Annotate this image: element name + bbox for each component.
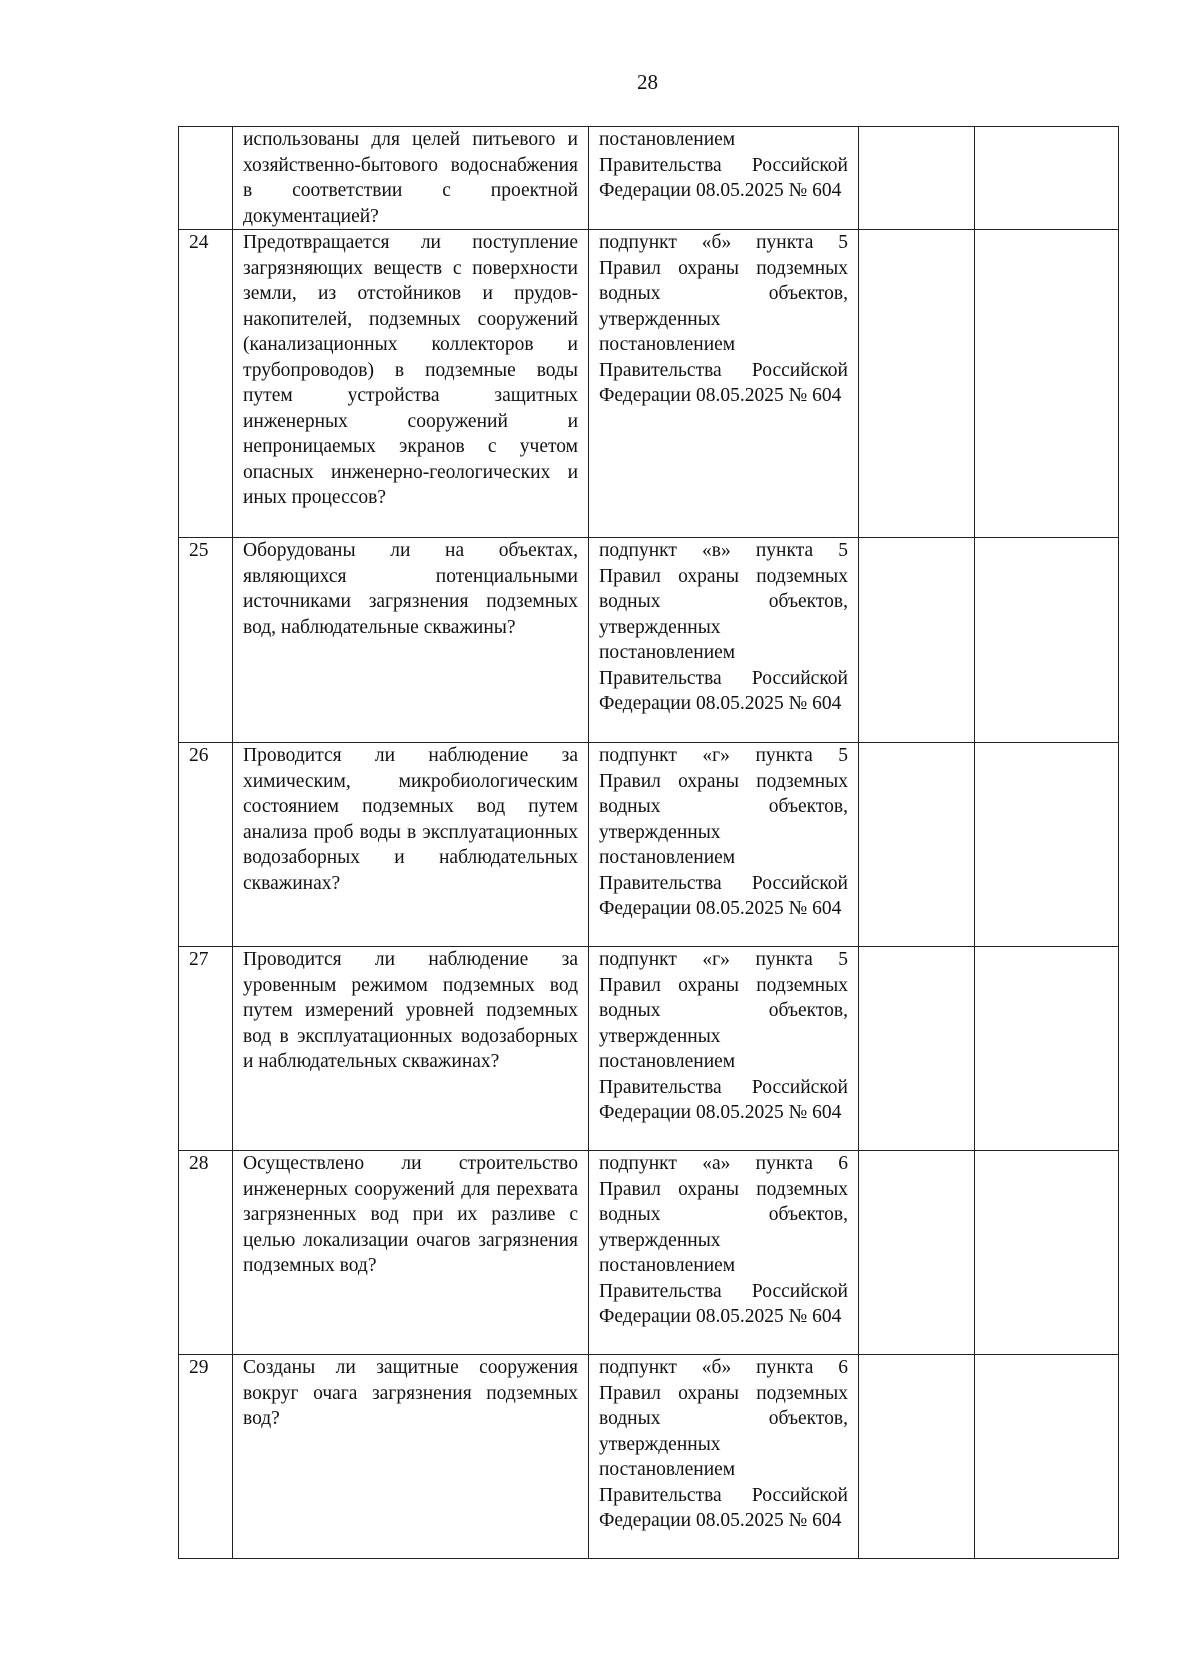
answer-cell[interactable]: [859, 230, 975, 538]
answer-cell[interactable]: [859, 1151, 975, 1355]
note-cell[interactable]: [975, 538, 1119, 743]
row-number: 27: [179, 947, 233, 1151]
answer-cell[interactable]: [859, 1355, 975, 1559]
question-cell: Оборудованы ли на объектах, являющихся потенциальными источниками загрязнения подземных вод, наблюдательные скважины?: [233, 538, 589, 743]
answer-cell[interactable]: [859, 947, 975, 1151]
question-cell: использованы для целей питьевого и хозяйственно-бытового водоснабжения в соответствии с проектной документацией?: [233, 127, 589, 230]
reference-cell: подпункт «в» пункта 5 Правил охраны подземных водных объектов, утвержденных постановлением Правительства Российской Федерации 08.05.2025 № 604: [589, 538, 859, 743]
table-row: [179, 127, 1119, 230]
question-cell: Проводится ли наблюдение за химическим, микробиологическим состоянием подземных вод путем анализа проб воды в эксплуатационных водозаборных и наблюдательных скважинах?: [233, 743, 589, 947]
table-row: [179, 538, 1119, 743]
question-cell: Предотвращается ли поступление загрязняющих веществ с поверхности земли, из отстойников и прудов-накопителей, подземных сооружений (канализационных коллекторов и трубопроводов) в подземные воды путем устройства защитных инженерных сооружений и непроницаемых экранов с учетом опасных инженерно-геологических и иных процессов?: [233, 230, 589, 538]
table-row: [179, 1355, 1119, 1559]
reference-cell: подпункт «г» пункта 5 Правил охраны подземных водных объектов, утвержденных постановлением Правительства Российской Федерации 08.05.2025 № 604: [589, 947, 859, 1151]
reference-cell: постановлением Правительства Российской Федерации 08.05.2025 № 604: [589, 127, 859, 230]
table-row: [179, 1151, 1119, 1355]
row-number: 25: [179, 538, 233, 743]
answer-cell[interactable]: [859, 538, 975, 743]
answer-cell[interactable]: [859, 127, 975, 230]
table-row: [179, 947, 1119, 1151]
question-cell: Созданы ли защитные сооружения вокруг очага загрязнения подземных вод?: [233, 1355, 589, 1559]
table-row: [179, 230, 1119, 538]
note-cell[interactable]: [975, 127, 1119, 230]
checklist-table: [178, 126, 1119, 1559]
note-cell[interactable]: [975, 743, 1119, 947]
answer-cell[interactable]: [859, 743, 975, 947]
row-number: 28: [179, 1151, 233, 1355]
reference-cell: подпункт «а» пункта 6 Правил охраны подземных водных объектов, утвержденных постановлением Правительства Российской Федерации 08.05.2025 № 604: [589, 1151, 859, 1355]
question-cell: Осуществлено ли строительство инженерных сооружений для перехвата загрязненных вод при их разливе с целью локализации очагов загрязнения подземных вод?: [233, 1151, 589, 1355]
note-cell[interactable]: [975, 1355, 1119, 1559]
note-cell[interactable]: [975, 1151, 1119, 1355]
row-number: [179, 127, 233, 230]
row-number: 29: [179, 1355, 233, 1559]
reference-cell: подпункт «б» пункта 6 Правил охраны подземных водных объектов, утвержденных постановлением Правительства Российской Федерации 08.05.2025 № 604: [589, 1355, 859, 1559]
note-cell[interactable]: [975, 230, 1119, 538]
reference-cell: подпункт «г» пункта 5 Правил охраны подземных водных объектов, утвержденных постановлением Правительства Российской Федерации 08.05.2025 № 604: [589, 743, 859, 947]
row-number: 26: [179, 743, 233, 947]
note-cell[interactable]: [975, 947, 1119, 1151]
question-cell: Проводится ли наблюдение за уровенным режимом подземных вод путем измерений уровней подземных вод в эксплуатационных водозаборных и наблюдательных скважинах?: [233, 947, 589, 1151]
reference-cell: подпункт «б» пункта 5 Правил охраны подземных водных объектов, утвержденных постановлением Правительства Российской Федерации 08.05.2025 № 604: [589, 230, 859, 538]
page-number: 28: [637, 70, 658, 94]
row-number: 24: [179, 230, 233, 538]
table-row: [179, 743, 1119, 947]
